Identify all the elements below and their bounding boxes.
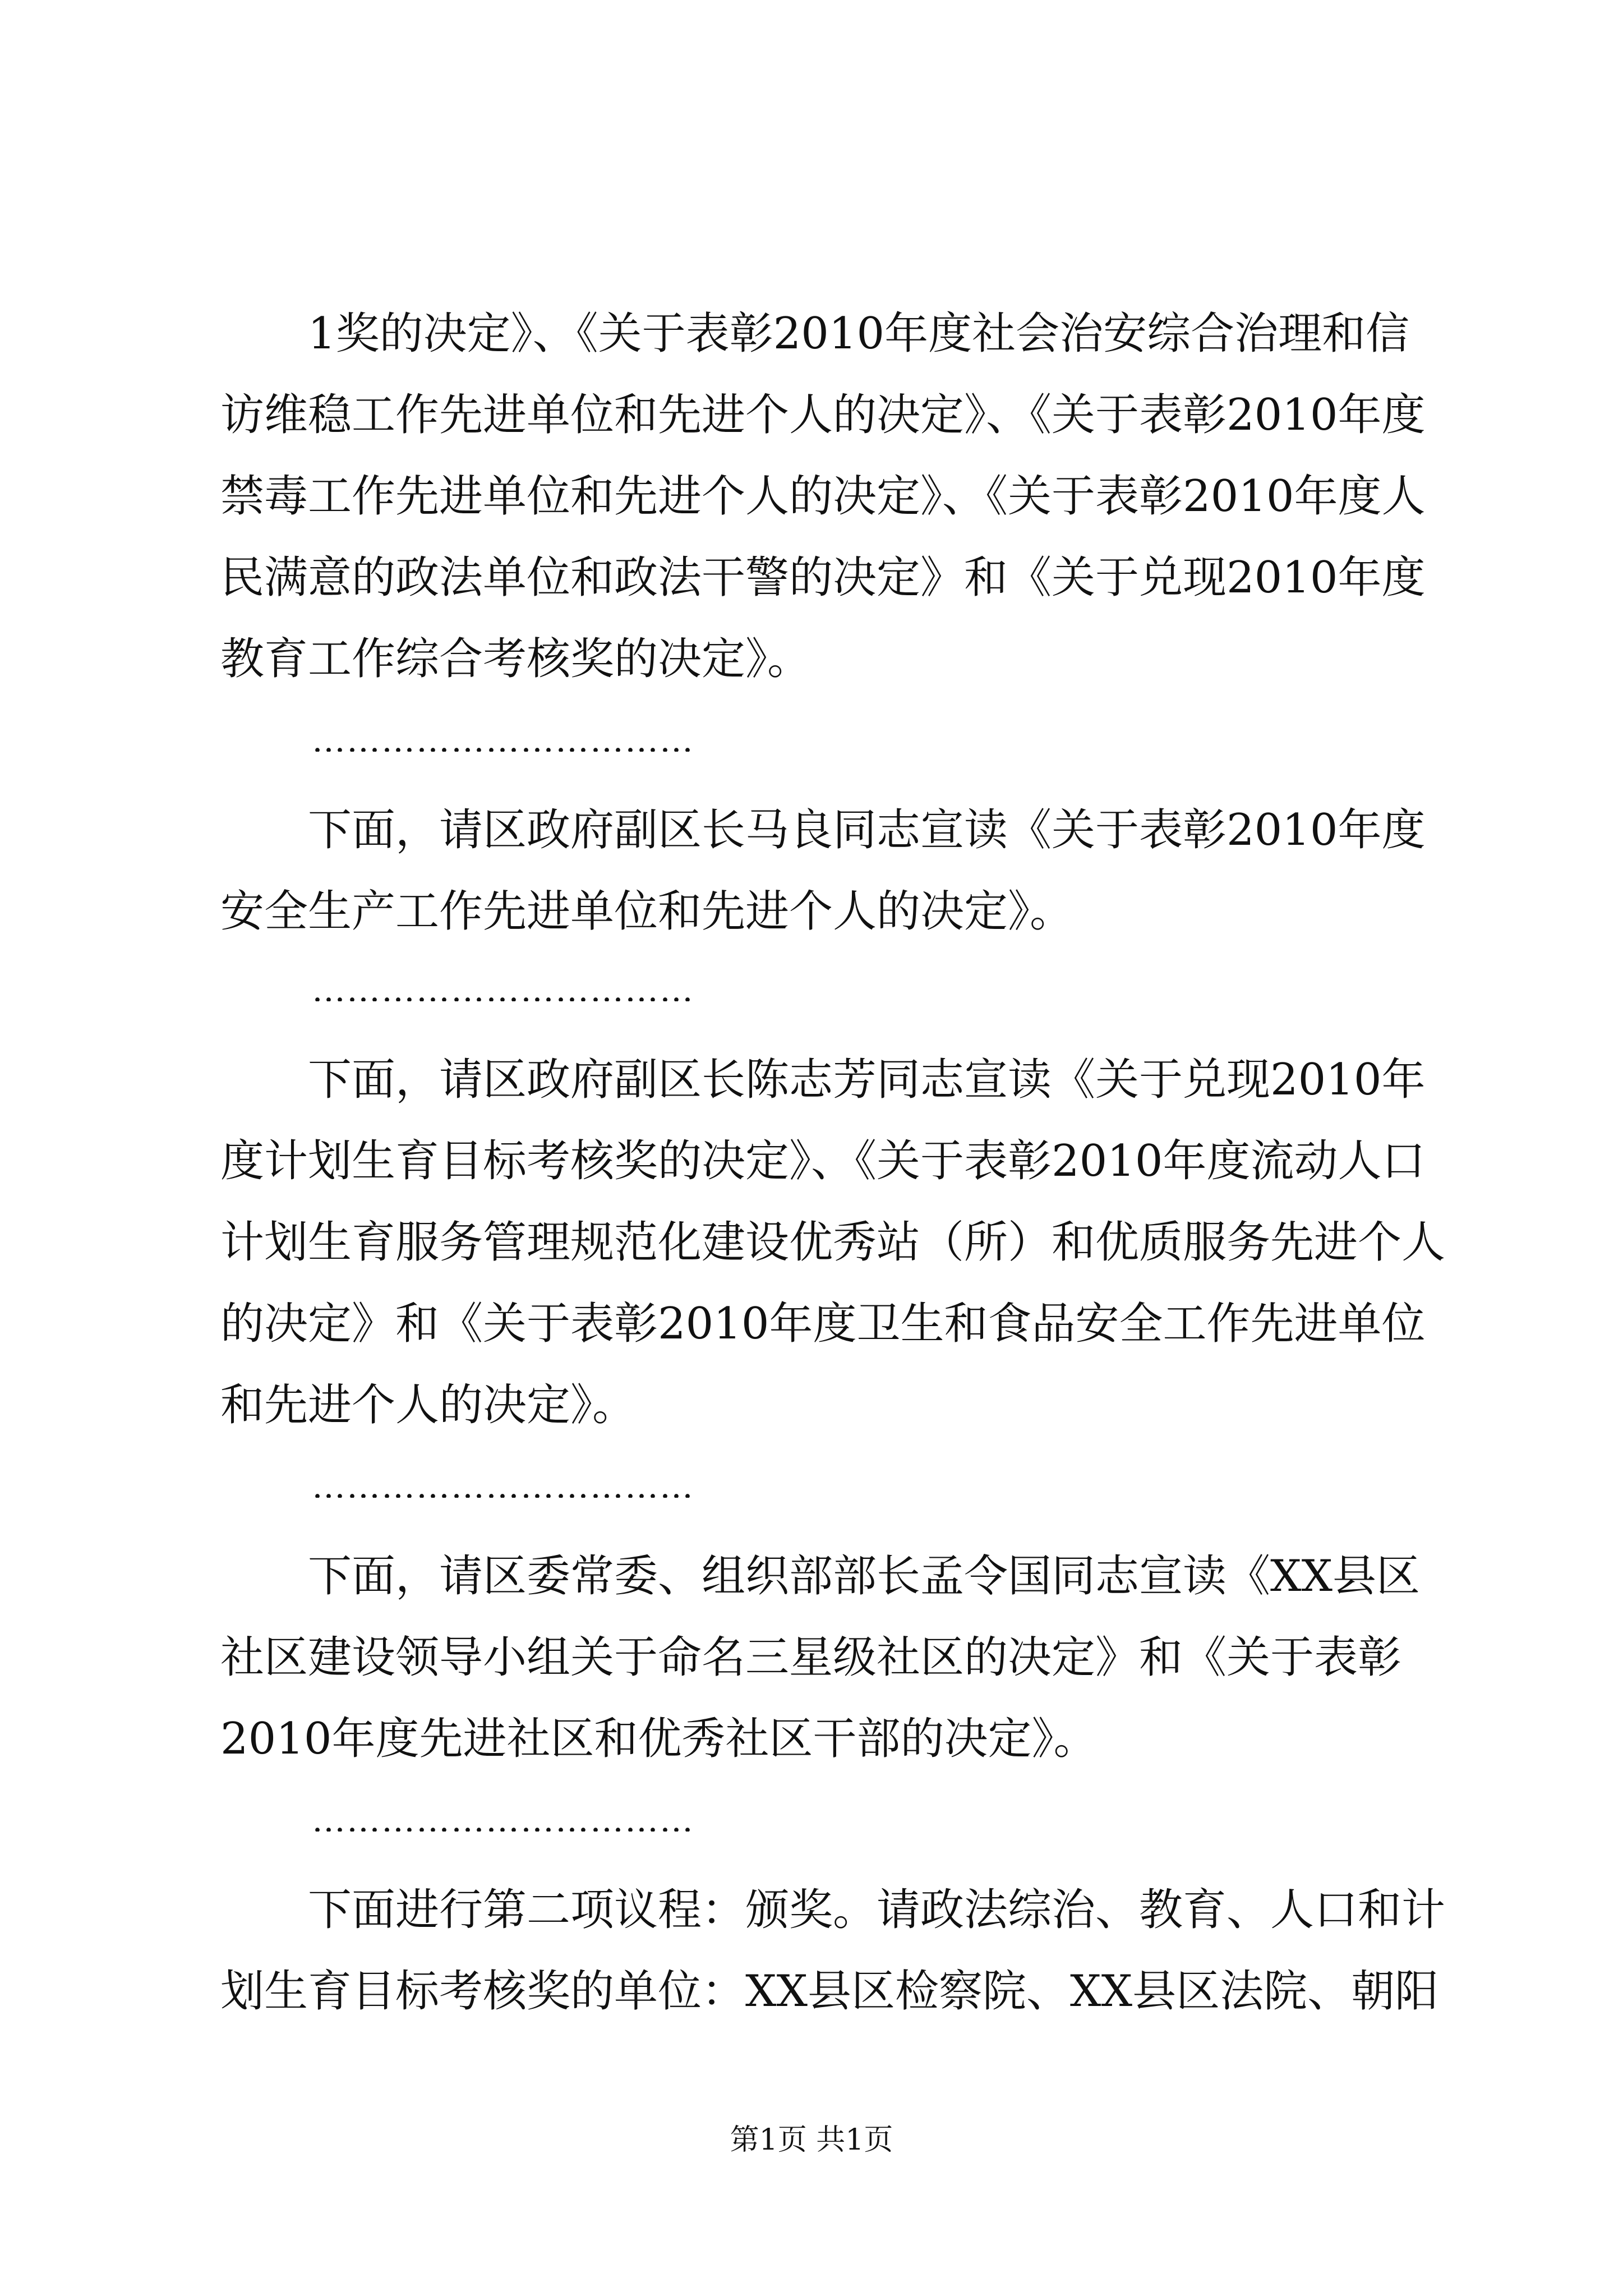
- text-line: [0, 1703, 1623, 1775]
- line-text: 度计划生育目标考核奖的决定》、《关于表彰2010年度流动人口: [220, 1136, 1426, 1186]
- line-text: 1奖的决定》、《关于表彰2010年度社会治安综合治理和信: [308, 309, 1410, 359]
- line-text: 和先进个人的决定》。: [220, 1380, 637, 1430]
- text-line: [0, 794, 1623, 867]
- text-line: [0, 297, 1623, 370]
- line-text: 划生育目标考核奖的单位：XX县区检察院、XX县区法院、朝阳: [220, 1966, 1439, 2017]
- line-text: 下面，请区委常委、组织部部长孟令国同志宣读《XX县区: [308, 1551, 1421, 1602]
- line-text: 下面，请区政府副区长马良同志宣读《关于表彰2010年度: [308, 805, 1426, 855]
- text-line: [0, 1369, 1623, 1442]
- text-line: [0, 460, 1623, 533]
- text-line: [0, 1540, 1623, 1613]
- text-line: [0, 379, 1623, 452]
- line-text: 教育工作综合考核奖的决定》。: [220, 634, 811, 684]
- line-text: 下面进行第二项议程：颁奖。请政法综治、教育、人口和计: [308, 1885, 1446, 1935]
- text-line: [0, 1874, 1623, 1947]
- separator-dots: ……………………………: [312, 729, 694, 752]
- text-line: [0, 1287, 1623, 1360]
- separator-dots: ……………………………: [312, 1475, 694, 1498]
- line-text: 禁毒工作先进单位和先进个人的决定》、《关于表彰2010年度人: [220, 471, 1426, 522]
- text-line: [0, 1206, 1623, 1279]
- line-text: 社区建设领导小组关于命名三星级社区的决定》和《关于表彰: [220, 1632, 1402, 1683]
- text-line: [0, 875, 1623, 948]
- separator-dots: ……………………………: [312, 1809, 694, 1832]
- text-line: [0, 1043, 1623, 1116]
- line-text: 计划生育服务管理规范化建设优秀站（所）和优质服务先进个人: [220, 1217, 1446, 1268]
- separator-dots: ……………………………: [312, 979, 694, 1001]
- line-text: 安全生产工作先进单位和先进个人的决定》。: [220, 886, 1074, 937]
- page-footer: 第1页 共1页: [730, 2123, 893, 2157]
- line-text: 访维稳工作先进单位和先进个人的决定》、《关于表彰2010年度: [220, 390, 1426, 440]
- text-line: [0, 1125, 1623, 1198]
- line-text: 的决定》和《关于表彰2010年度卫生和食品安全工作先进单位: [220, 1299, 1426, 1349]
- text-line: [0, 1955, 1623, 2028]
- text-line: [0, 623, 1623, 696]
- text-line: [0, 541, 1623, 614]
- line-text: 民满意的政法单位和政法干警的决定》和《关于兑现2010年度: [220, 553, 1426, 603]
- line-text: 2010年度先进社区和优秀社区干部的决定》。: [220, 1714, 1098, 1764]
- line-text: 下面，请区政府副区长陈志芳同志宣读《关于兑现2010年: [308, 1055, 1426, 1105]
- text-line: [0, 1621, 1623, 1694]
